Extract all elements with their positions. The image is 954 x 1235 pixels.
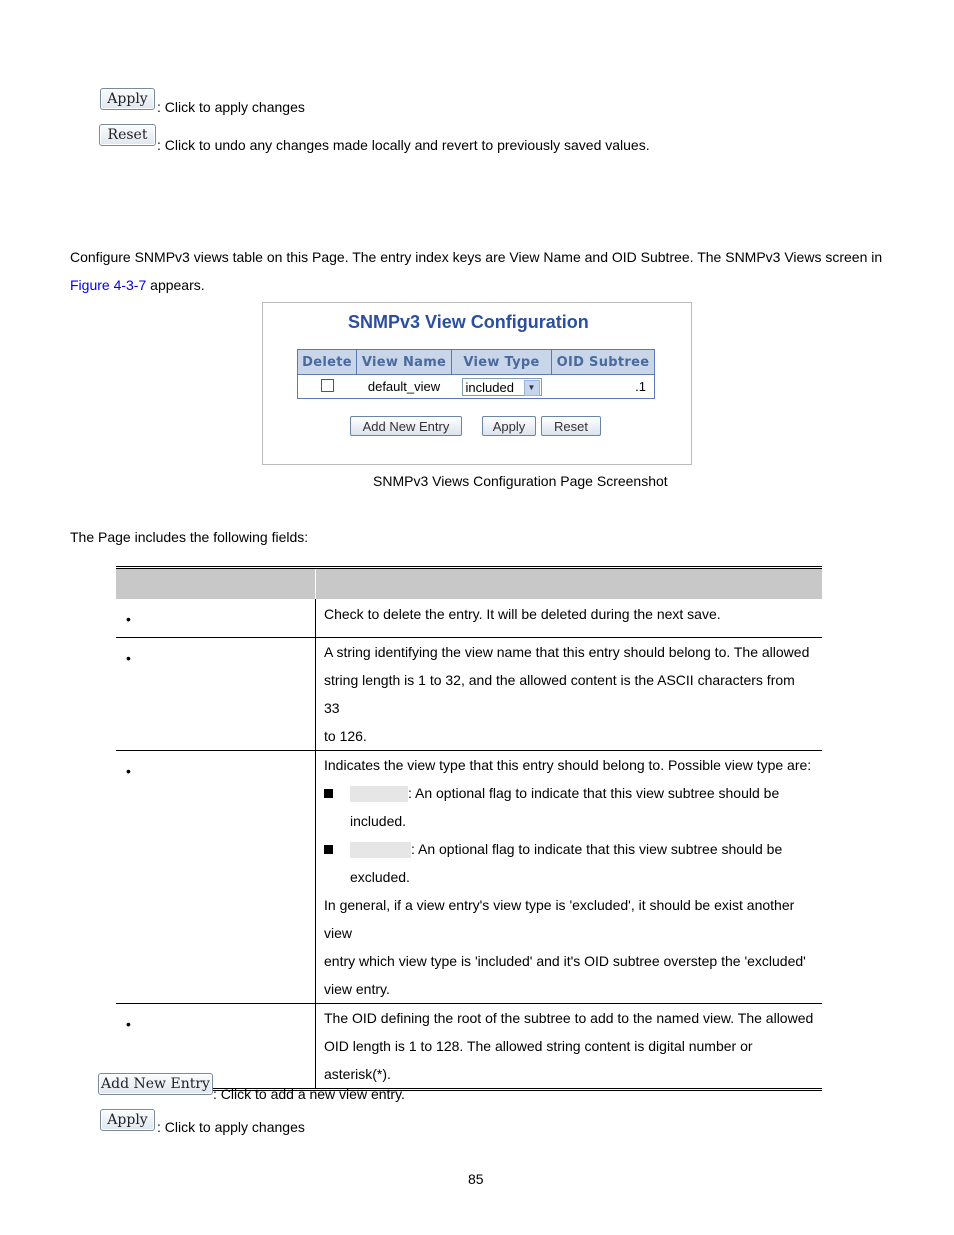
page-number: 85: [468, 1171, 484, 1187]
snmpv3-view-screenshot: [262, 302, 692, 465]
apply-description: : Click to apply changes: [157, 99, 305, 115]
bullet-oid: •: [116, 1003, 316, 1089]
included-desc: : An optional flag to indicate that this view subtree should be: [408, 784, 780, 801]
figure-link[interactable]: Figure 4-3-7: [70, 277, 147, 293]
view-type-select[interactable]: [462, 378, 542, 396]
col-view-name: View Name: [357, 350, 452, 375]
col-delete: Delete: [298, 350, 357, 375]
oid-desc-line: OID length is 1 to 128. The allowed string content is digital number or asterisk(*).: [324, 1037, 753, 1082]
view-name-desc-line: string length is 1 to 32, and the allowed content is the ASCII characters from 33: [324, 671, 795, 716]
intro-line-2-rest: appears.: [146, 277, 205, 293]
view-name-desc-line: A string identifying the view name that this entry should belong to. The allowed: [324, 643, 810, 660]
bullet-view-name: •: [116, 637, 316, 750]
reset-button[interactable]: Reset: [541, 416, 601, 436]
intro-line-1: Configure SNMPv3 views table on this Page. The entry index keys are View Name and OID Subtree. The SNMPv3 Views screen in: [70, 249, 883, 265]
delete-cell: [298, 375, 357, 399]
col-oid-subtree: OID Subtree: [552, 350, 655, 375]
view-name-cell[interactable]: default_view: [357, 375, 452, 399]
oid-subtree-cell[interactable]: .1: [552, 375, 655, 399]
apply-button-example[interactable]: Apply: [100, 88, 155, 110]
view-type-value: included: [465, 379, 514, 395]
view-type-description: [316, 750, 823, 1003]
add-new-entry-button[interactable]: Add New Entry: [350, 416, 462, 436]
reset-button-example[interactable]: Reset: [99, 124, 156, 146]
included-label-box: [350, 786, 408, 802]
view-type-intro: Indicates the view type that this entry should belong to. Possible view type are:: [324, 756, 812, 773]
square-bullet-icon: [324, 789, 333, 798]
view-name-description: [316, 637, 823, 750]
bullet-view-type: •: [116, 750, 316, 1003]
figure-caption: SNMPv3 Views Configuration Page Screenshot: [373, 473, 668, 489]
add-new-entry-button-example[interactable]: Add New Entry: [98, 1073, 213, 1095]
oid-description: [316, 1003, 823, 1089]
table-row: [116, 637, 822, 750]
excluded-desc: : An optional flag to indicate that this view subtree should be: [411, 840, 783, 857]
reset-description: : Click to undo any changes made locally and revert to previously saved values.: [157, 137, 650, 153]
excluded-desc-cont: excluded.: [350, 868, 410, 885]
fields-header-object: [116, 568, 316, 600]
intro-line-2: [70, 277, 205, 293]
snmp-view-table: [297, 349, 655, 399]
add-new-entry-description: : Click to add a new view entry.: [213, 1086, 405, 1102]
fields-intro: The Page includes the following fields:: [70, 529, 309, 545]
oid-desc-line: The OID defining the root of the subtree to add to the named view. The allowed: [324, 1009, 814, 1026]
table-row: [116, 599, 822, 637]
view-name-desc-line: to 126.: [324, 727, 367, 744]
apply-button-example-bottom[interactable]: Apply: [100, 1109, 155, 1131]
excluded-label-box: [350, 842, 411, 858]
screenshot-title: SNMPv3 View Configuration: [348, 312, 589, 332]
table-row: [116, 750, 822, 1003]
delete-checkbox[interactable]: [321, 379, 334, 392]
included-item: [324, 779, 814, 807]
general-line: view entry.: [324, 980, 390, 997]
fields-table: [116, 566, 822, 1091]
col-view-type: View Type: [452, 350, 552, 375]
delete-description: Check to delete the entry. It will be deleted during the next save.: [316, 599, 823, 637]
table-row: [116, 1003, 822, 1089]
view-type-cell: [452, 375, 552, 399]
apply-button[interactable]: Apply: [482, 416, 536, 436]
fields-header-description: [316, 568, 823, 600]
excluded-item: [324, 835, 814, 863]
apply-description-bottom: : Click to apply changes: [157, 1119, 305, 1135]
general-line: entry which view type is 'included' and it's OID subtree overstep the 'excluded': [324, 952, 806, 969]
bullet-delete: •: [116, 599, 316, 637]
square-bullet-icon: [324, 845, 333, 854]
included-desc-cont: included.: [350, 812, 407, 829]
general-line: In general, if a view entry's view type is 'excluded', it should be exist another view: [324, 896, 795, 941]
chevron-down-icon[interactable]: ▼: [524, 380, 540, 396]
